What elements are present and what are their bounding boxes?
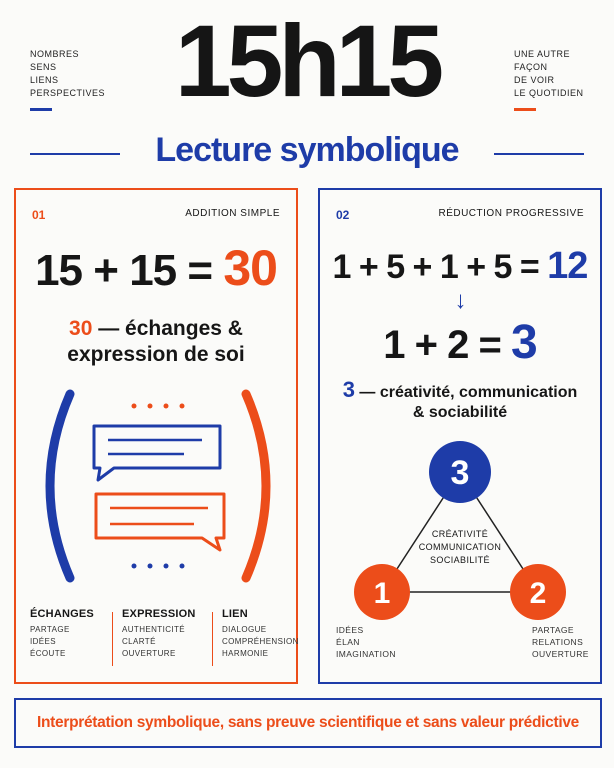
right-tag: FAÇON xyxy=(514,62,548,72)
column-item: IDÉES xyxy=(30,637,57,646)
meaning-line-2: & sociabilité xyxy=(412,404,508,421)
panel-addition xyxy=(14,188,298,684)
meaning-line-1: — créativité, communication xyxy=(354,384,578,401)
center-label: COMMUNICATION xyxy=(418,542,502,552)
keyword: OUVERTURE xyxy=(532,649,589,659)
page-title: 15h15 xyxy=(174,4,440,118)
right-keywords xyxy=(532,624,589,660)
plus-sign: + xyxy=(93,246,118,295)
panel-label: RÉDUCTION PROGRESSIVE xyxy=(438,208,584,219)
column-item: DIALOGUE xyxy=(222,625,267,634)
panel-reduction xyxy=(318,188,602,684)
meaning-number: 3 xyxy=(342,377,355,402)
keyword: IMAGINATION xyxy=(336,649,396,659)
left-keywords xyxy=(336,624,396,660)
column-item: OUVERTURE xyxy=(122,649,176,658)
theme-columns xyxy=(30,608,299,668)
column-item: COMPRÉHENSION xyxy=(222,637,299,646)
keyword: PARTAGE xyxy=(532,625,575,635)
addition-equation xyxy=(16,240,296,299)
addition-result: 30 xyxy=(223,240,277,296)
meaning-line-2: expression de soi xyxy=(67,343,245,366)
reduction-meaning xyxy=(320,377,600,423)
disclaimer-text: Interprétation symbolique, sans preuve scientifique et sans valeur prédictive xyxy=(37,714,579,731)
keyword: ÉLAN xyxy=(336,637,360,647)
left-tag: NOMBRES xyxy=(30,49,80,59)
meaning-line-1: — échanges & xyxy=(92,317,243,340)
dots-top xyxy=(132,404,185,409)
column-echanges xyxy=(30,608,94,660)
speech-bubble-orange-icon xyxy=(96,494,224,550)
column-divider xyxy=(112,612,113,666)
panel-number: 02 xyxy=(336,208,350,222)
column-item: ÉCOUTE xyxy=(30,649,66,658)
left-tag: SENS xyxy=(30,62,57,72)
column-item: CLARTÉ xyxy=(122,637,156,646)
keyword: IDÉES xyxy=(336,625,364,635)
equation-1-result: 12 xyxy=(547,245,588,287)
right-tag: LE QUOTIDIEN xyxy=(514,88,584,98)
reduction-equation-1 xyxy=(320,242,600,291)
left-parenthesis xyxy=(50,394,70,578)
keyword: RELATIONS xyxy=(532,637,584,647)
column-item: PARTAGE xyxy=(30,625,70,634)
subtitle-row xyxy=(0,128,614,172)
conversation-illustration xyxy=(34,386,280,586)
equals-sign: = xyxy=(187,246,213,295)
page-subtitle: Lecture symbolique xyxy=(155,131,459,169)
center-label: CRÉATIVITÉ xyxy=(431,529,489,539)
reduction-equation-2 xyxy=(320,314,600,374)
subtitle-rule-right xyxy=(494,153,584,155)
right-tag: UNE AUTRE xyxy=(514,49,571,59)
equation-2-result: 3 xyxy=(510,316,537,369)
panel-number: 01 xyxy=(32,208,46,222)
column-title: EXPRESSION xyxy=(122,608,196,620)
column-title: ÉCHANGES xyxy=(30,608,94,620)
column-divider xyxy=(212,612,213,666)
meaning-number: 30 xyxy=(69,317,93,340)
left-tag: LIENS xyxy=(30,75,59,85)
left-tag: PERSPECTIVES xyxy=(30,88,106,98)
equation-1-text: 1 + 5 + 1 + 5 = xyxy=(332,248,539,286)
down-arrow-icon: ↓ xyxy=(454,287,466,314)
column-lien xyxy=(222,608,299,660)
addition-meaning xyxy=(16,316,296,368)
node-top-label: 3 xyxy=(450,454,470,492)
operand-b: 15 xyxy=(129,246,177,295)
dots-bottom xyxy=(132,564,185,569)
column-item: AUTHENTICITÉ xyxy=(122,625,186,634)
node-left-label: 1 xyxy=(373,577,391,610)
right-tag: DE VOIR xyxy=(514,75,555,85)
column-title: LIEN xyxy=(222,608,248,620)
disclaimer-box xyxy=(14,698,602,748)
node-right-label: 2 xyxy=(529,577,547,610)
right-parenthesis xyxy=(246,394,266,578)
speech-bubble-blue-icon xyxy=(94,426,220,480)
operand-a: 15 xyxy=(35,246,83,295)
column-expression xyxy=(122,608,196,660)
triangle-center-labels xyxy=(320,528,600,567)
column-item: HARMONIE xyxy=(222,649,269,658)
center-label: SOCIABILITÉ xyxy=(430,555,490,565)
panel-label: ADDITION SIMPLE xyxy=(185,208,280,219)
equation-2-text: 1 + 2 = xyxy=(383,323,501,367)
